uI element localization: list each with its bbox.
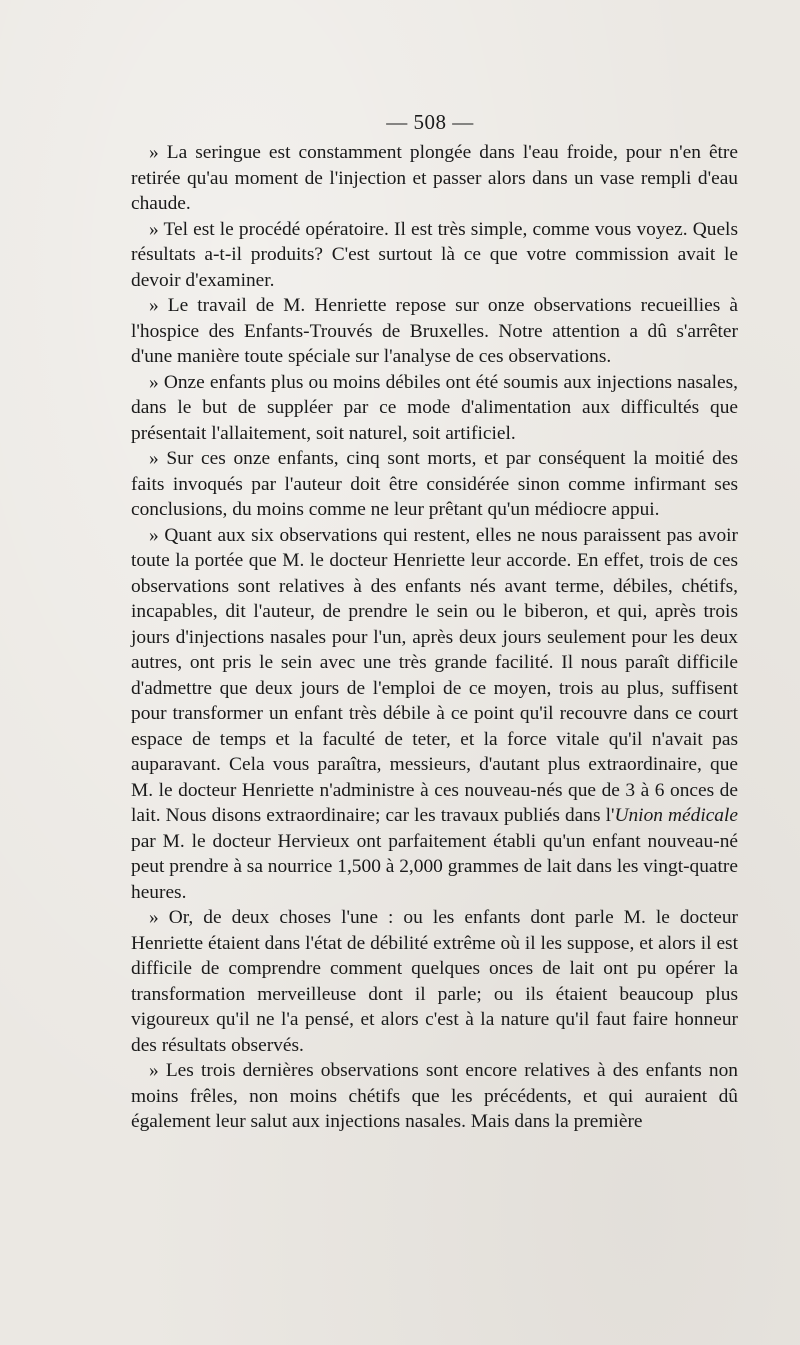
paragraph-six-observations-part-2: par M. le docteur Hervieux ont parfaitement établi qu'un enfant nouveau-né peut prendre à sa nourrice 1,500 à 2,000 grammes de lait dans les vingt-quatre heures. <box>131 830 738 903</box>
journal-title: Union médicale <box>614 805 738 826</box>
paragraph-two-alternatives: » Or, de deux choses l'une : ou les enfants dont parle M. le docteur Henriette étaient dans l'état de débilité extrême où il les suppose, et alors il est difficile de comprendre comment quelques onces de lait ont pu opérer la transformation merveilleuse dont il parle; ou ils étaient beaucoup plus vigoureux qu'il ne l'a pensé, et alors c'est à la nature qu'il faut faire honneur des résultats observés. <box>131 907 738 1056</box>
page-number: — 508 — <box>386 110 474 134</box>
paragraph-observations: » Le travail de M. Henriette repose sur onze observations recueillies à l'hospice des Enfants-Trouvés de Bruxelles. Notre attention a dû s'arrêter d'une manière toute spéciale sur l'analyse de ces observations. <box>131 295 738 367</box>
paragraph-syringe: » La seringue est constamment plongée dans l'eau froide, pour n'en être retirée qu'au moment de l'injection et passer alors dans un vase rempli d'eau chaude. <box>131 142 738 214</box>
paragraph-six-observations <box>131 523 738 906</box>
body-text <box>131 140 738 1135</box>
paragraph-last-observations: » Les trois dernières observations sont encore relatives à des enfants non moins frêles, non moins chétifs que les précédents, et qui auraient dû également leur salut aux injections nasales. Mais dans la première <box>131 1060 738 1132</box>
paragraph-five-deaths: » Sur ces onze enfants, cinq sont morts, et par conséquent la moitié des faits invoqués par l'auteur doit être considérée sinon comme infirmant ses conclusions, du moins comme ne leur prêtant qu'un médiocre appui. <box>131 448 738 520</box>
paragraph-procedure: » Tel est le procédé opératoire. Il est très simple, comme vous voyez. Quels résultats a-t-il produits? C'est surtout là ce que votre commission avait le devoir d'examiner. <box>131 218 738 291</box>
paragraph-eleven-children: » Onze enfants plus ou moins débiles ont été soumis aux injections nasales, dans le but de suppléer par ce mode d'alimentation aux difficultés que présentait l'allaitement, soit naturel, soit artificiel. <box>131 371 738 444</box>
paragraph-six-observations-part-1: » Quant aux six observations qui restent, elles ne nous paraissent pas avoir toute la portée que M. le docteur Henriette leur accorde. En effet, trois de ces observations sont relatives à des enfants nés avant terme, débiles, chétifs, incapables, dit l'auteur, de prendre le sein ou le biberon, et qui, après trois jours d'injections nasales pour l'un, après deux jours seulement pour les deux autres, ont pris le sein avec une très grande facilité. Il nous paraît difficile d'admettre que deux jours de l'emploi de ce moyen, trois au plus, suffisent pour transformer un enfant très débile à ce point qu'il recouvre dans ce court espace de temps et la faculté de teter, et la force vitale qu'il n'avait pas auparavant. Cela vous paraîtra, messieurs, d'autant plus extraordinaire, que M. le docteur Henriette n'administre à ces nouveau-nés que de 3 à 6 onces de lait. Nous disons extraordinaire; car les travaux publiés dans l' <box>131 524 738 826</box>
